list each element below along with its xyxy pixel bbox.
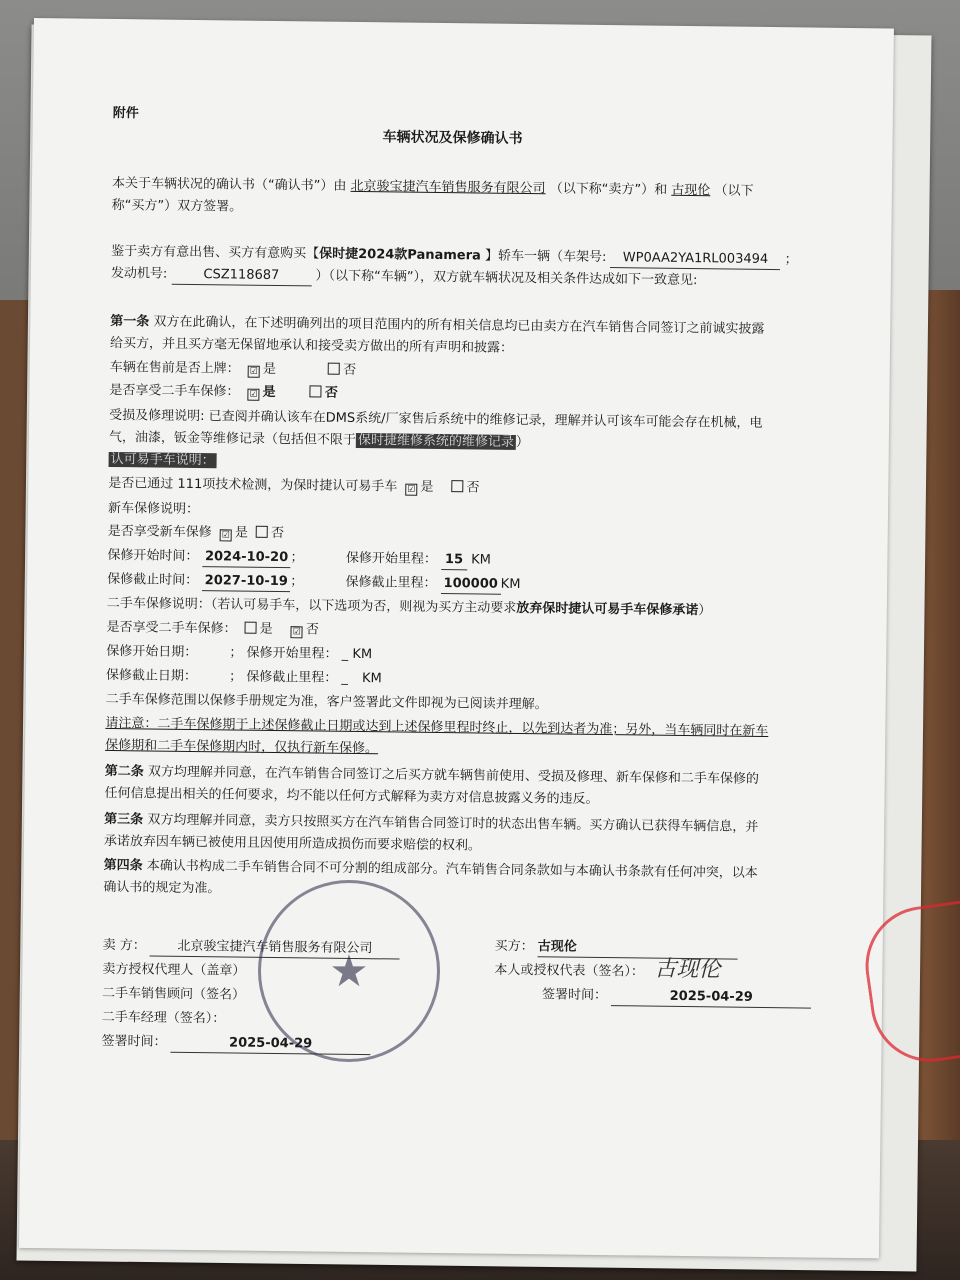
- seller-date-value: 2025-04-29: [171, 1034, 371, 1055]
- buyer-name: 古现伦: [538, 938, 738, 959]
- intro-text-3: （以下: [714, 183, 754, 199]
- article1-line-2: 给买方，并且买方毫无保留地承认和接受卖方做出的所有声明和披露：: [109, 335, 514, 356]
- article1-text: 双方在此确认，在下述明确列出的项目范围内的所有相关信息均已由卖方在汽车销售合同签订之前诚实披露: [153, 314, 765, 337]
- manager-row: 二手车经理（签名）：: [101, 1009, 226, 1027]
- new-warranty-no-checkbox[interactable]: [256, 526, 268, 538]
- used-no-label: 否: [324, 385, 338, 401]
- intro-text: 本关于车辆状况的确认书（“确认书”）由: [111, 175, 347, 194]
- used-warranty-no-label: 否: [305, 622, 319, 638]
- used-end-row: [106, 667, 382, 688]
- used-no-checkbox[interactable]: [310, 385, 322, 397]
- article3-label: 第三条: [104, 811, 144, 828]
- warranty-scope: 二手车保修范围以保修手册规定为准，客户签署此文件即视为已阅读并理解。: [105, 691, 548, 713]
- cpo-yes-checkbox[interactable]: ☑: [407, 484, 416, 495]
- used-yes-label: 是: [262, 384, 276, 400]
- article2-label: 第二条: [104, 763, 144, 780]
- article2-line-1: [105, 763, 759, 789]
- used-warranty-title: [107, 595, 712, 620]
- used-yes-checkbox[interactable]: ☑: [249, 389, 258, 400]
- attachment-label: 附件: [112, 105, 139, 122]
- plate-label: 车辆在售前是否上牌：: [109, 359, 240, 377]
- seller-label: 卖 方：: [102, 937, 146, 954]
- start-date-label: 保修开始时间：: [107, 547, 199, 565]
- cpo-yes-label: 是: [420, 479, 434, 495]
- seller-date-label: 签署时间：: [101, 1033, 167, 1050]
- seller-agent-row: 卖方授权代理人（盖章）: [102, 961, 246, 979]
- intro-seller: 北京骏宝捷汽车销售服务有限公司: [350, 178, 546, 197]
- warranty-start-row: [107, 547, 491, 571]
- damage-text: 气，油漆，钣金等维修记录（包括但不限于: [108, 429, 356, 448]
- used-start-km-label: 保修开始里程：: [246, 645, 338, 662]
- article3-line-2: 承诺放弃因车辆已被使用且因使用所造成损伤而要求赔偿的权利。: [103, 833, 482, 854]
- semicolon: ；: [229, 669, 243, 685]
- article4-label: 第四条: [103, 857, 143, 874]
- intro-text-2: （以下称“卖方”）和: [549, 181, 668, 198]
- vehicle-text-4: ）（以下称“车辆”），双方就车辆状况及相关条件达成如下一致意见:: [315, 268, 698, 289]
- used-end-km-label: 保修截止里程：: [246, 669, 338, 686]
- plate-no-checkbox[interactable]: [328, 363, 340, 375]
- end-date-value: 2027-10-19: [202, 572, 290, 592]
- new-warranty-label: 是否享受新车保修: [107, 523, 212, 541]
- advisor-row: 二手车销售顾问（签名）: [101, 985, 246, 1003]
- plate-yes-checkbox[interactable]: ☑: [249, 366, 258, 377]
- plate-yes-label: 是: [262, 361, 276, 377]
- used-question: [109, 382, 338, 403]
- vehicle-text: 鉴于卖方有意出售、买方有意购买【: [111, 243, 320, 262]
- article4-text: 本确认书构成二手车销售合同不可分割的组成部分。汽车销售合同条款如与本确认书条款有任何冲突，以本: [146, 858, 758, 881]
- document-page: [19, 18, 894, 1258]
- used-warranty-question: [106, 619, 319, 640]
- used-warranty-no-checkbox[interactable]: ☑: [292, 627, 301, 638]
- cpo-label: 是否已通过 111项技术检测，为保时捷认可易手车: [108, 475, 398, 495]
- used-start-date-label: 保修开始日期：: [106, 643, 198, 661]
- buyer-date-label: 签署时间：: [542, 987, 608, 1004]
- seller-name: 北京骏宝捷汽车销售服务有限公司: [150, 937, 400, 959]
- engine-label: 发动机号:: [110, 265, 168, 282]
- new-warranty-title: 新车保修说明：: [107, 500, 200, 518]
- km-unit: KM: [471, 552, 492, 568]
- used-end-date-label: 保修截止日期：: [105, 667, 198, 685]
- buyer-rep-row: [494, 962, 644, 982]
- semicolon: ；: [290, 574, 304, 590]
- article4-line-2: 确认书的规定为准。: [103, 879, 221, 897]
- damage-line-2: [109, 429, 529, 452]
- buyer-rep-label: 本人或授权代表（签名）：: [494, 962, 644, 980]
- used-warranty-text: 二手车保修说明：（若认可易手车，以下选项为否，则视为买方主动要求: [106, 595, 517, 616]
- end-km-value: 100000: [441, 575, 501, 595]
- damage-line-1: 受损及修理说明: 已查阅并确认该车在DMS系统/厂家售后系统中的维修记录，理解并认可该车可能会存在机械，电: [109, 407, 763, 431]
- article3-line-1: [104, 811, 758, 837]
- vehicle-text-3: ；: [784, 252, 798, 268]
- vehicle-line-2: [111, 265, 698, 291]
- used-warranty-yes-checkbox[interactable]: [245, 622, 257, 634]
- buyer-signature: 古现伦: [654, 956, 721, 983]
- km-unit: KM: [361, 671, 382, 687]
- cpo-title-text: 认可易手车说明：: [110, 451, 215, 469]
- buyer-date-value: 2025-04-29: [611, 987, 811, 1008]
- used-label: 是否享受二手车保修：: [109, 382, 240, 400]
- cpo-question: [108, 475, 479, 498]
- document-title: 车辆状况及保修确认书: [382, 129, 523, 147]
- article4-line-1: [104, 857, 758, 883]
- semicolon: ；: [229, 645, 243, 661]
- vehicle-text-2: 】轿车一辆（车架号:: [484, 248, 607, 266]
- article1-line-1: [110, 313, 764, 339]
- used-start-km-value: _: [341, 646, 349, 662]
- end-km-label: 保修截止里程：: [345, 574, 437, 591]
- article2-text: 双方均理解并同意，在汽车销售合同签订之后买方就车辆售前使用、受损及修理、新车保修和二手车保修的: [147, 764, 760, 787]
- start-km-label: 保修开始里程：: [345, 550, 437, 567]
- used-warranty-label: 是否享受二手车保修：: [106, 619, 237, 637]
- damage-text-end: ）: [515, 434, 529, 451]
- plate-question: [110, 359, 357, 380]
- km-unit: KM: [500, 576, 521, 592]
- warranty-end-row: [107, 571, 521, 595]
- used-start-row: [106, 643, 372, 664]
- km-unit: KM: [352, 646, 373, 663]
- semicolon: ；: [290, 550, 304, 566]
- used-end-km-value: _: [341, 670, 349, 686]
- buyer-label: 买方：: [494, 938, 534, 955]
- used-warranty-end: ）: [698, 603, 712, 619]
- used-warranty-yes-label: 是: [259, 621, 273, 637]
- cpo-title: [108, 451, 216, 470]
- intro-buyer: 古现伦: [671, 182, 711, 199]
- engine-number: CSZ118687: [171, 266, 311, 287]
- used-warranty-waiver: 放弃保时捷认可易手车保修承诺: [516, 600, 699, 619]
- document-content: [101, 105, 833, 1052]
- article1-label: 第一条: [110, 313, 150, 330]
- new-warranty-question: [108, 523, 285, 543]
- vehicle-vin: WP0AA2YA1RL003494: [610, 249, 780, 270]
- note-line-1: 请注意：二手车保修期于上述保修截止日期或达到上述保修里程时终止，以先到达者为准；另外，当车辆同时在新车: [105, 715, 769, 740]
- seller-seal-stamp: ★: [258, 880, 440, 1062]
- note-line-2: 保修期和二手车保修期内时，仅执行新车保修。: [105, 737, 379, 757]
- new-warranty-no-label: 否: [270, 525, 285, 542]
- damage-highlight: 保时捷维修系统的维修记录: [357, 432, 514, 450]
- cpo-no-label: 否: [466, 480, 480, 496]
- intro-line-2: 称“买方”）双方签署。: [111, 197, 243, 215]
- cpo-no-checkbox[interactable]: [451, 480, 463, 492]
- intro-line-1: [112, 175, 754, 201]
- article2-line-2: 任何信息提出相关的任何要求，均不能以任何方式解释为卖方对信息披露义务的违反。: [104, 785, 599, 807]
- vehicle-model: 保时捷2024款Panamera: [319, 246, 481, 264]
- end-date-label: 保修截止时间：: [107, 571, 199, 589]
- buyer-date-row: [542, 986, 811, 1008]
- start-date-value: 2024-10-20: [202, 548, 290, 568]
- new-warranty-yes-label: 是: [234, 525, 248, 541]
- start-km-value: 15: [441, 551, 467, 570]
- plate-no-label: 否: [343, 362, 357, 378]
- article3-text: 双方均理解并同意，卖方只按照买方在汽车销售合同签订时的状态出售车辆。买方确认已获得车辆信息，并: [147, 812, 759, 835]
- new-warranty-yes-checkbox[interactable]: ☑: [221, 530, 230, 541]
